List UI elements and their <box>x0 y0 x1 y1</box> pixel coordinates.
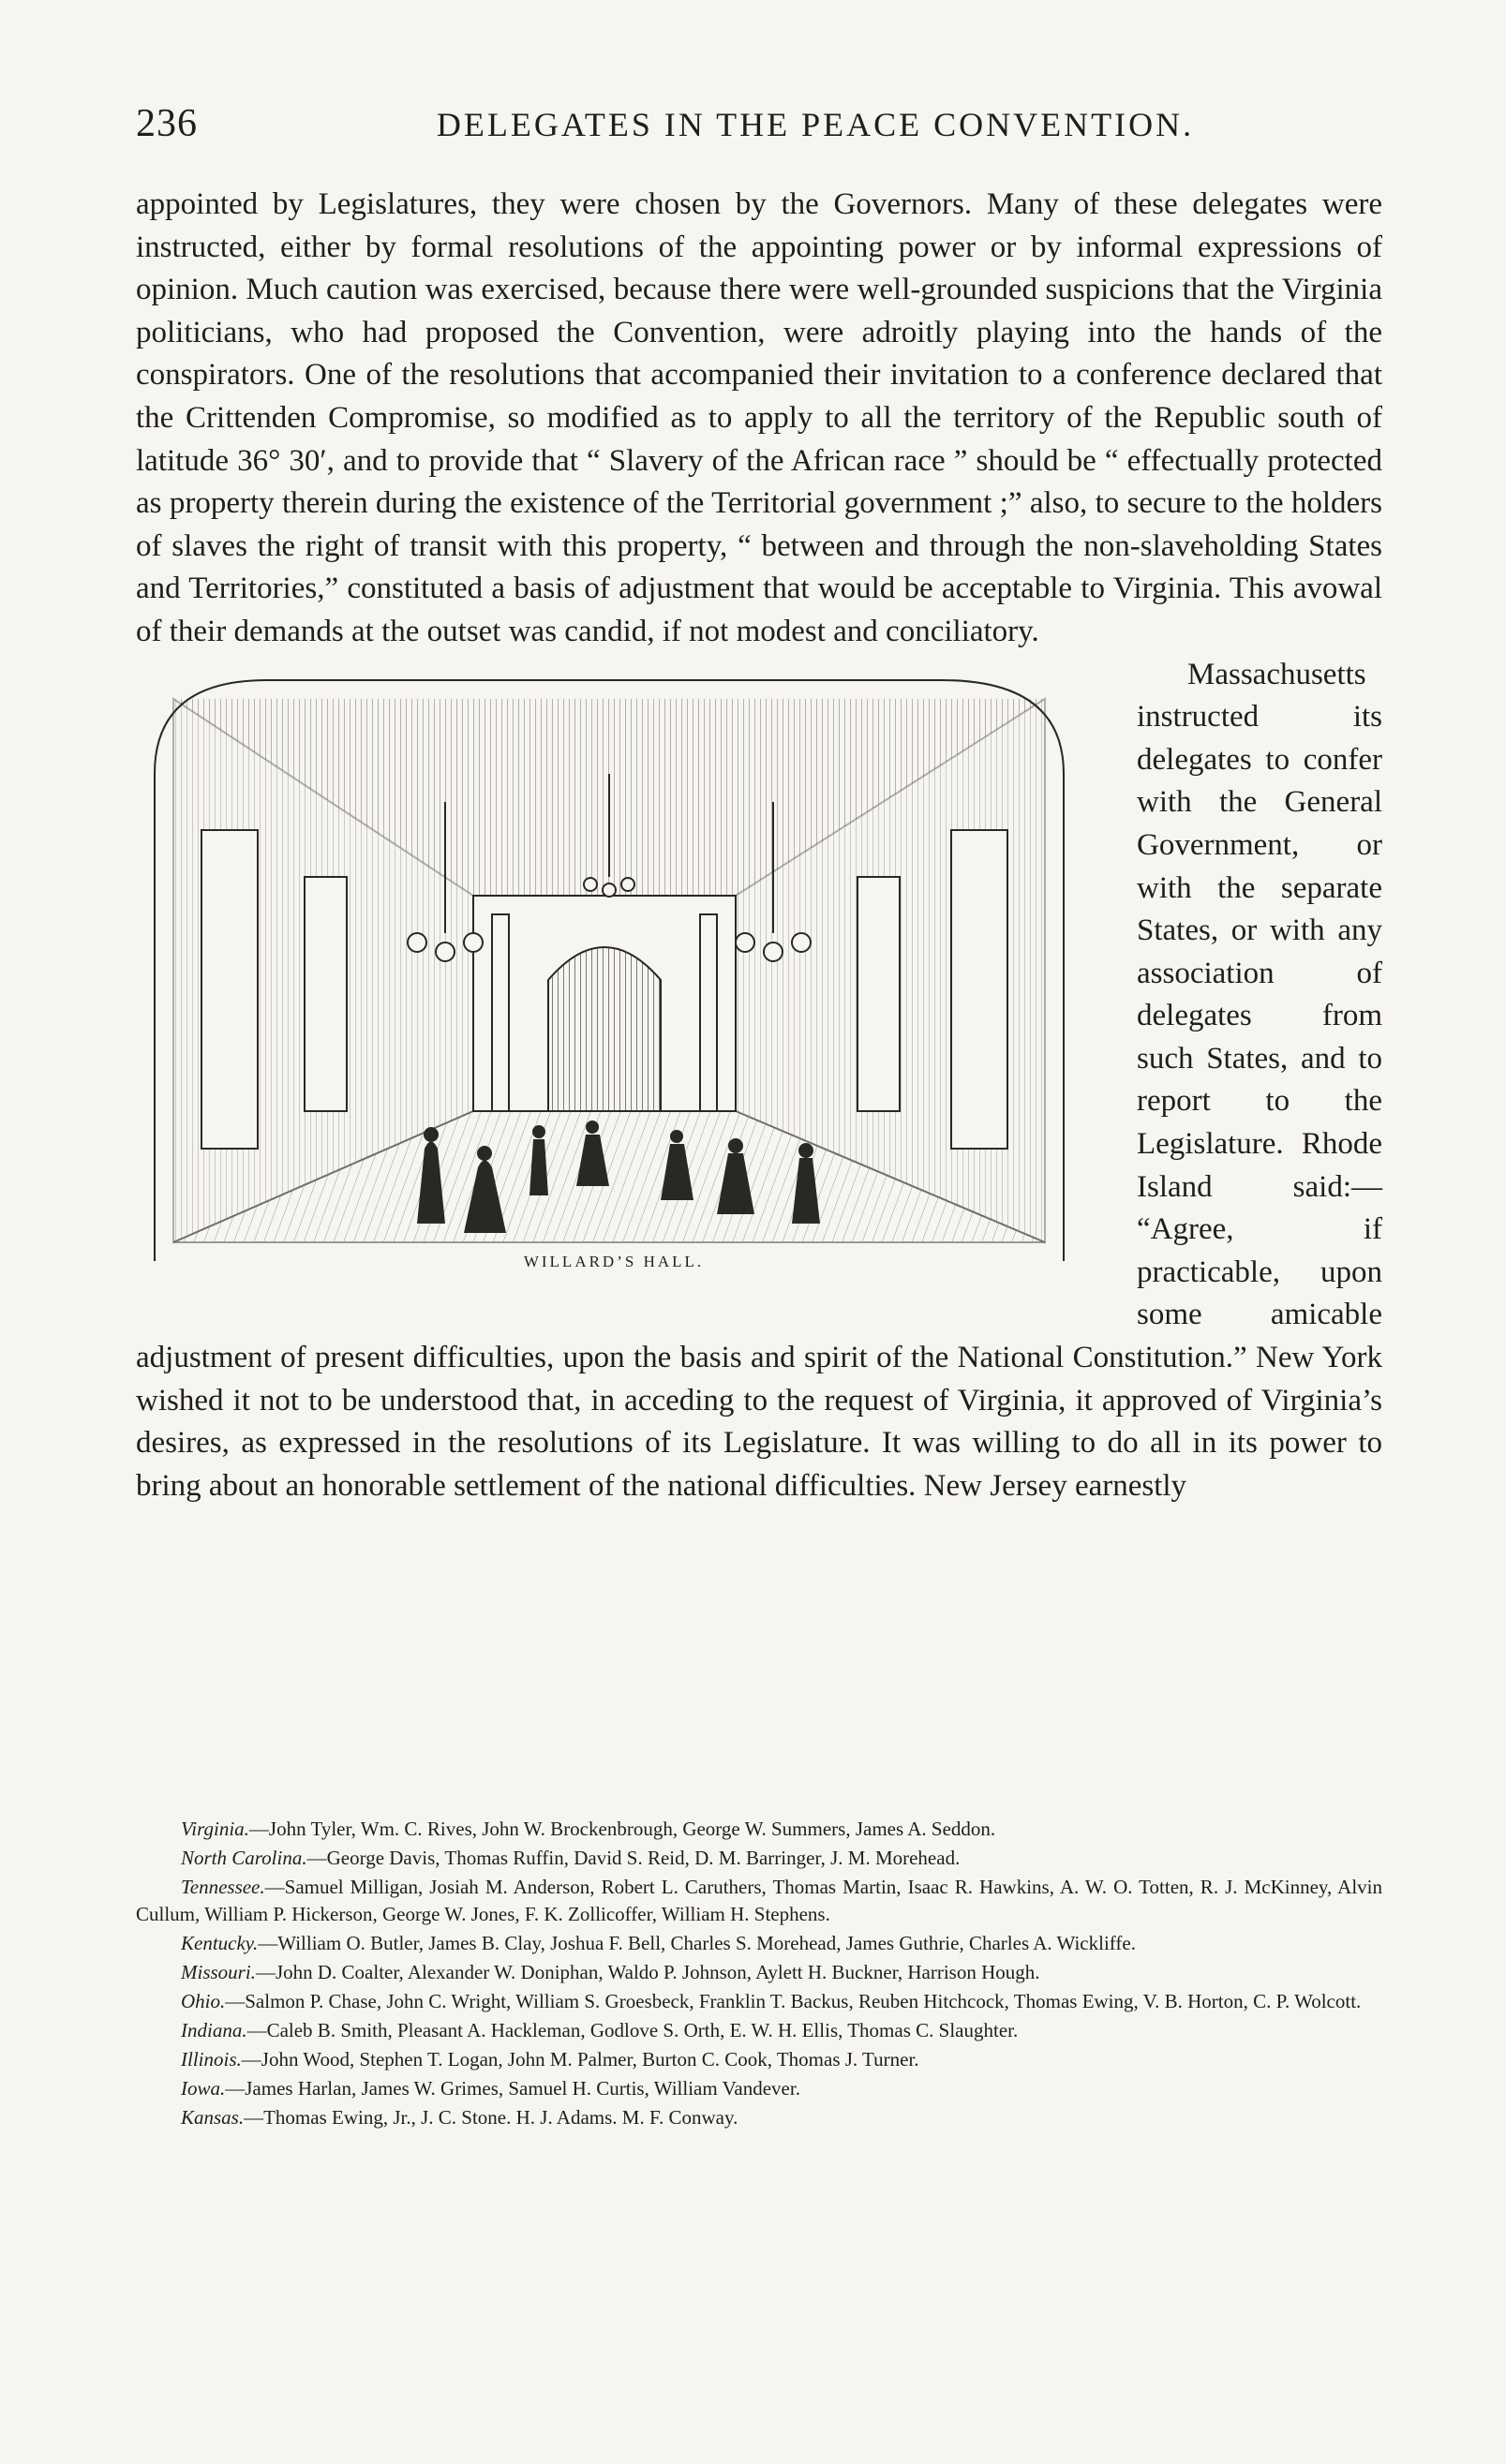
footnote-virginia: Virginia.—John Tyler, Wm. C. Rives, John W. Brockenbrough, George W. Summers, James A. Seddon. <box>181 1818 996 1840</box>
page-header <box>136 94 1382 159</box>
footnote-tennessee: Tennessee.—Samuel Milligan, Josiah M. Anderson, Robert L. Caruthers, Thomas Martin, Isaac R. Hawkins, A. W. O. Totten, R. J. McKinney, Alvin Cullum, William P. Hickerson, George W. Jones, F. K. Zollicoffer, William H. Stephens. <box>136 1876 1382 1925</box>
paragraph-1: appointed by Legislatures, they were chosen by the Governors. Many of these delegates were instructed, either by formal resolutions of the appointing power or by informal expressions of opinion. Much caution was exercised, because there were well-grounded suspicions that the Virginia politicians, who had proposed the Convention, were adroitly playing into the hands of the conspirators. One of the resolutions that accompanied their invitation to a conference declared that the Crittenden Compromise, so modified as to apply to all the territory of the Republic south of latitude 36° 30′, and to provide that “ Slavery of the African race ” should be “ effectually protected as property therein during the existence of the Territorial government ;” also, to secure to the holders of slaves the right of transit with this property, “ between and through the non-slaveholding States and Territories,” constituted a basis of adjustment that would be acceptable to Virginia. This avowal of their demands at the outset was candid, if not modest and conciliatory. <box>136 187 1382 648</box>
engraving-figure <box>136 661 1092 1289</box>
footnote-kansas: Kansas.—Thomas Ewing, Jr., J. C. Stone. H. J. Adams. M. F. Conway. <box>181 2106 738 2129</box>
page-number: 236 <box>136 102 198 145</box>
willards-hall-engraving <box>136 661 1092 1261</box>
footnote-indiana: Indiana.—Caleb B. Smith, Pleasant A. Hackleman, Godlove S. Orth, E. W. H. Ellis, Thomas C. Slaughter. <box>181 2019 1019 2041</box>
footnote-illinois: Illinois.—John Wood, Stephen T. Logan, John M. Palmer, Burton C. Cook, Thomas J. Turner. <box>181 2048 919 2071</box>
main-text <box>136 184 1382 1507</box>
footnote-iowa: Iowa.—James Harlan, James W. Grimes, Samuel H. Curtis, William Vandever. <box>181 2077 800 2100</box>
footnote-kentucky: Kentucky.—William O. Butler, James B. Clay, Joshua F. Bell, Charles S. Morehead, James Guthrie, Charles A. Wickliffe. <box>181 1932 1136 1954</box>
footnotes <box>136 1816 1382 2133</box>
footnote-ohio: Ohio.—Salmon P. Chase, John C. Wright, William S. Groesbeck, Franklin T. Backus, Reuben Hitchcock, Thomas Ewing, V. B. Horton, C. P. Wolcott. <box>181 1990 1362 2012</box>
figure-caption: WILLARD’S HALL. <box>523 1252 705 1270</box>
paragraph-2: Massachusetts instructed its delegates to confer with the General Government, or with the separate States, or with any association of delegates from such States, and to report to the Legislature. Rhode Island said:— “Agree, if practicable, upon some amicable adjustment of present difficulties, upon the basis and spirit of the National Constitution.” New York wished it not to be understood that, in acceding to the request of Virginia, it approved of Virginia’s desires, as expressed in the resolutions of its Legislature. It was willing to do all in its power to bring about an honorable settlement of the national difficulties. New Jersey earnestly <box>136 657 1382 1503</box>
footnote-north-carolina: North Carolina.—George Davis, Thomas Ruffin, David S. Reid, D. M. Barringer, J. M. Morehead. <box>181 1847 961 1869</box>
footnote-missouri: Missouri.—John D. Coalter, Alexander W. Doniphan, Waldo P. Johnson, Aylett H. Buckner, Harrison Hough. <box>181 1961 1040 1983</box>
running-title: DELEGATES IN THE PEACE CONVENTION. <box>436 106 1195 143</box>
